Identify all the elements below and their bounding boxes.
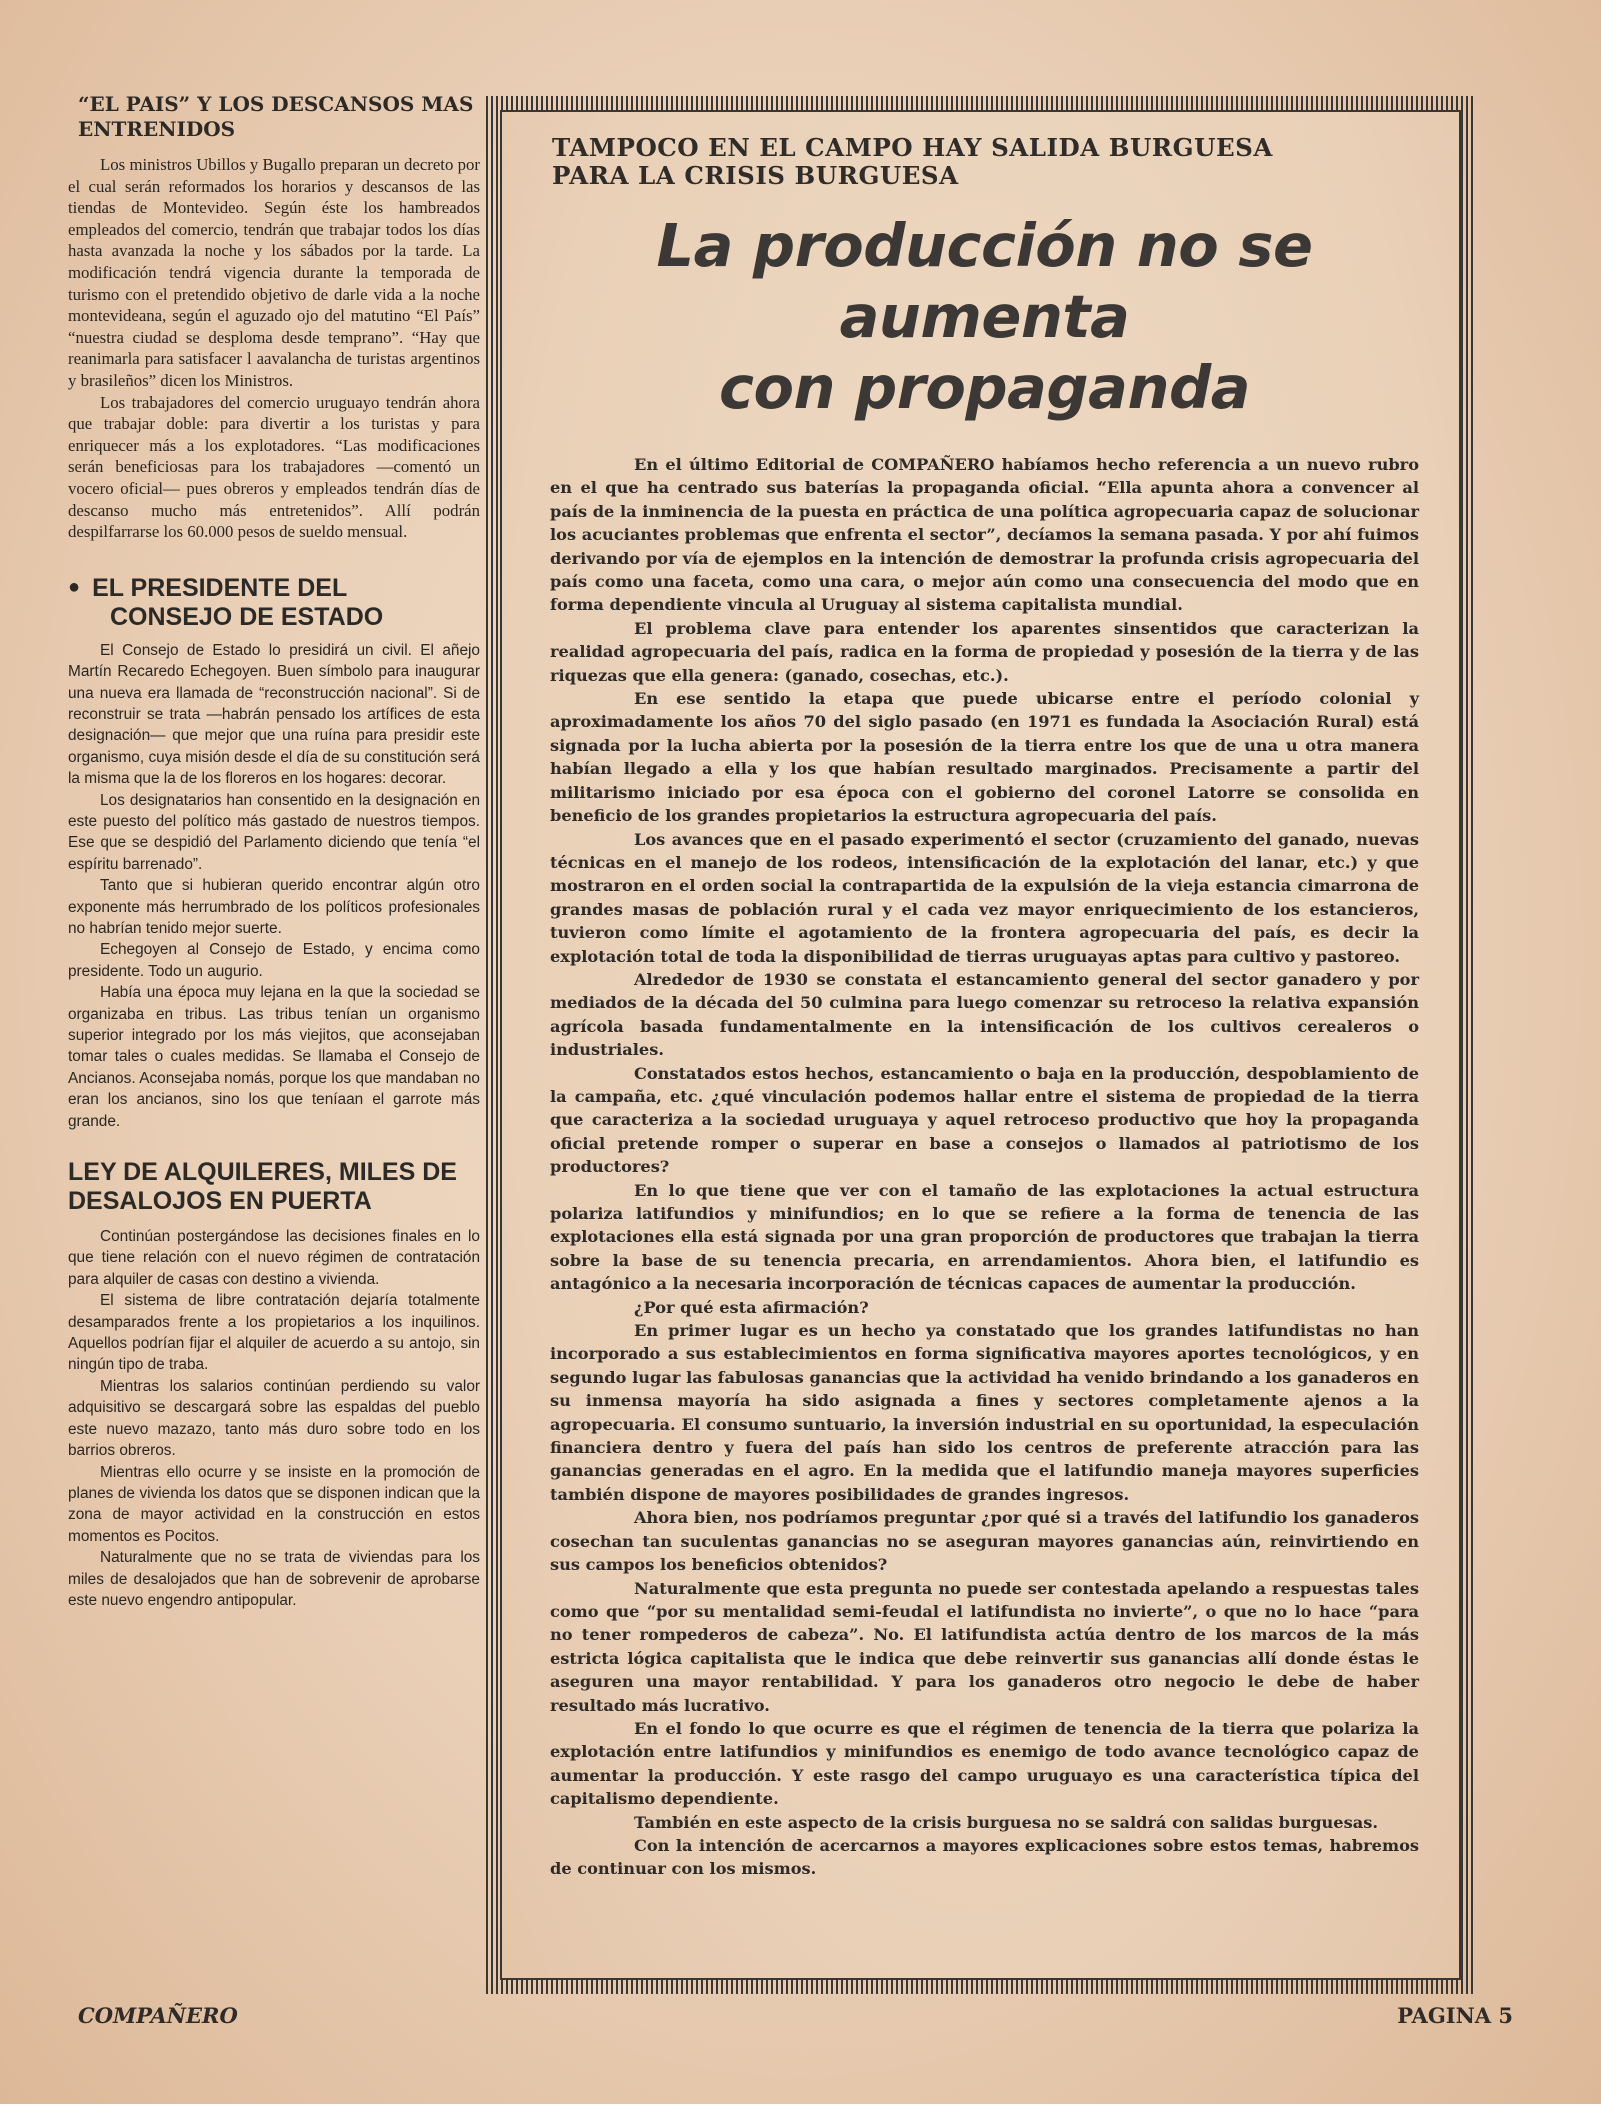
article-paragraph: Con la intención de acercarnos a mayores explicaciones sobre estos temas, habremos de continuar con los mismos. [550, 1835, 1419, 1879]
section3-paragraph: Mientras ello ocurre y se insiste en la promoción de planes de vivienda los datos que se disponen indican que la zona de mayor actividad en la construcción en estos momentos es Pocitos. [68, 1463, 480, 1545]
article-paragraph: El problema clave para entender los aparentes sinsentidos que caracterizan la realidad agropecuaria del país, radica en la forma de propiedad y posesión de la tierra y de las riquezas que ella genera: (ganado, cosechas, etc.). [550, 618, 1419, 685]
publication-name: COMPAÑERO [78, 2003, 238, 2028]
section3-body [68, 1226, 480, 1611]
article-paragraph: En el último Editorial de COMPAÑERO habíamos hecho referencia a un nuevo rubro en el que ha centrado sus baterías la propaganda oficial. “Ella apunta ahora a convencer al país de la inminencia de la puesta en práctica de una política agropecuaria capaz de solucionar los acuciantes problemas que enfrenta el sector”, decíamos la semana pasada. Y por ahí fuimos derivando por vía de ejemplos en la intención de demostrar la profunda crisis agropecuaria del país como una faceta, como una cara, o mejor aún como una consecuencia del modo que en forma dependiente vincula al Uruguay al sistema capitalista mundial. [550, 455, 1419, 615]
section3-paragraph: Mientras los salarios continúan perdiendo su valor adquisitivo se descargará sobre las espaldas del pueblo este nuevo mazazo, tanto más duro sobre todo en los barrios obreros. [68, 1377, 480, 1460]
article-paragraph: En el fondo lo que ocurre es que el régimen de tenencia de la tierra que polariza la explotación entre latifundios y minifundios es enemigo de todo avance tecnológico capaz de aumentar la producción. Y este rasgo del campo uruguayo es una característica típica del capitalismo dependiente. [550, 1718, 1419, 1809]
headline-line1: La producción no se aumenta [656, 211, 1313, 351]
left-column [68, 92, 480, 1611]
section1-headline: “EL PAIS” Y LOS DESCANSOS MAS ENTRENIDOS [78, 92, 474, 141]
article-paragraph: En primer lugar es un hecho ya constatado que los grandes latifundistas no han incorporado a sus establecimientos en forma significativa mayores aportes tecnológicos, y en segundo lugar las fabulosas ganancias que la actividad ha venido brindando a los ganaderos en su inmensa mayoría ha sido asignada a fines y sectores completamente ajenos a la agropecuaria. El consumo suntuario, la inversión industrial en su oportunidad, la especulación financiera dentro y fuera del país han sido los centros de preferente atracción para las ganancias generadas en el agro. En la medida que el latifundio maneja mayores superficies también dispone de mayores posibilidades de grandes ingresos. [550, 1321, 1419, 1504]
section2-paragraph: Los designatarios han consentido en la designación en este puesto del político más gastado de nuestros tiempos. Ese que se despidió del Parlamento diciendo que tenía “el espíritu barrenado”. [68, 791, 480, 873]
kicker-line2: PARA LA CRISIS BURGUESA [552, 161, 959, 190]
section2-paragraph: Tanto que si hubieran querido encontrar algún otro exponente más herrumbrado de los políticos profesionales no habrían tenido mejor suerte. [68, 877, 480, 937]
section2-paragraph: Había una época muy lejana en la que la sociedad se organizaba en tribus. Las tribus tenían un organismo superior integrado por los más viejitos, que aconsejaban tomar tales o cuales medidas. Se llamaba el Consejo de Ancianos. Aconsejaba nomás, porque los que mandaban no eran los ancianos, sino los que teníaan el garrote más grande. [68, 984, 480, 1130]
article-paragraph: Alrededor de 1930 se constata el estancamiento general del sector ganadero y por mediados de la década del 50 culmina para luego comenzar su retroceso la relativa expansión agrícola basada fundamentalmente en la intensificación de los cultivos cerealeros o industriales. [550, 969, 1419, 1060]
article-paragraph: En ese sentido la etapa que puede ubicarse entre el período colonial y aproximadamente los años 70 del siglo pasado (en 1971 es fundada la Asociación Rural) está signada por la lucha abierta por la posesión de la tierra entre los que de una u otra manera habían llegado a ella y los que habían resultado marginados. Precisamente a partir del militarismo iniciado por esa época con el gobierno del coronel Latorre se consolida en beneficio de los grandes propietarios la estructura agropecuaria del país. [550, 689, 1419, 826]
article-paragraph: Constatados estos hechos, estancamiento o baja en la producción, despoblamiento de la campaña, etc. ¿qué vinculación podemos hallar entre el sistema de propiedad de la tierra que caracteriza a la sociedad uruguaya y aquel retroceso productivo que hoy la propaganda oficial pretende romper o superar en base a consejos o llamados al patriotismo de los productores? [550, 1063, 1419, 1177]
section1-paragraph: Los ministros Ubillos y Bugallo preparan un decreto por el cual serán reformados los horarios y descansos de las tiendas de Montevideo. Según éste los hambreados empleados del comercio, tendrán que trabajar todos los días hasta avanzada la noche y los sábados por la tarde. La modificación tendrá vigencia durante la temporada de turismo con el pretendido objetivo de darle vida a la noche montevideana, según el aguzado ojo del matutino “El País” “nuestra ciudad se desploma desde temprano”. “Hay que reanimarla para satisfacer l aavalancha de turistas argentinos y brasileños” dicen los Ministros. [68, 155, 480, 390]
section2-headline [68, 573, 480, 632]
page-number: PAGINA 5 [1397, 2003, 1513, 2028]
section1-body [68, 154, 480, 543]
section3-paragraph: El sistema de libre contratación dejaría totalmente desamparados frente a los propietarios a los inquilinos. Aquellos podrían fijar el alquiler de acuerdo a su antojo, sin ningún tipo de traba. [68, 1292, 480, 1374]
section2-paragraph: Echegoyen al Consejo de Estado, y encima como presidente. Todo un augurio. [68, 941, 480, 980]
kicker-line1: TAMPOCO EN EL CAMPO HAY SALIDA BURGUESA [552, 133, 1273, 162]
article-frame [486, 96, 1475, 1994]
article-box [500, 110, 1461, 1980]
bullet-icon: ● [68, 575, 81, 598]
section2-body [68, 640, 480, 1132]
section2-headline-line1: EL PRESIDENTE DEL [92, 573, 348, 602]
section3-paragraph: Naturalmente que no se trata de viviendas para los miles de desalojados que han de sobrevenir de aprobarse este nuevo engendro antipopular. [68, 1549, 480, 1609]
section3-paragraph: Continúan postergándose las decisiones finales en lo que tiene relación con el nuevo régimen de contratación para alquiler de casas con destino a vivienda. [68, 1228, 480, 1288]
article-body [550, 453, 1419, 1881]
headline-line2: con propaganda [718, 353, 1251, 422]
section2-paragraph: El Consejo de Estado lo presidirá un civil. El añejo Martín Recaredo Echegoyen. Buen símbolo para inaugurar una nueva era llamada de “reconstrucción nacional”. Si de reconstruir se trata —habrán pensado los artífices de esta designación— que mejor que una ruína para presidir este organismo, cuya misión desde el día de su constitución será la misma que la de los floreros en los hogares: decorar. [68, 641, 480, 788]
article-headline [550, 210, 1419, 423]
article-paragraph: En lo que tiene que ver con el tamaño de las explotaciones la actual estructura polariza latifundios y minifundios; en lo que se refiere a la forma de tenencia de las explotaciones ella está signada por una gran proporción de productores que trabajan la tierra sobre la base de su tenencia precaria, en arrendamientos. Ahora bien, el latifundio es antagónico a la necesaria incorporación de técnicas capaces de aumentar la producción. [550, 1180, 1419, 1294]
section3-headline: LEY DE ALQUILERES, MILES DE DESALOJOS EN PUERTA [68, 1158, 457, 1216]
section2-headline-line2: CONSEJO DE ESTADO [110, 602, 384, 631]
section1-paragraph: Los trabajadores del comercio uruguayo tendrán ahora que trabajar doble: para divertir a los turistas y para enriquecer más a los explotadores. “Las modificaciones serán beneficiosas para los trabajadores —comentó un vocero oficial— pues obreros y empleados tendrán días de descanso mucho más entretenidos”. Allí podrán despilfarrarse los 60.000 pesos de sueldo mensual. [68, 392, 480, 542]
article-kicker [552, 134, 1419, 190]
article-paragraph: Los avances que en el pasado experimentó el sector (cruzamiento del ganado, nuevas técnicas en el manejo de los rodeos, intensificación de la explotación del lanar, etc.) y que mostraron en el orden social la contrapartida de la expulsión de la vieja estancia cimarrona de grandes masas de población rural y el cada vez mayor enriquecimiento de los estancieros, tuvieron como límite el agotamiento de la frontera agropecuaria del país, es decir la explotación total de toda la disponibilidad de tierras uruguayas aptas para cultivo y pastoreo. [550, 829, 1419, 966]
article-paragraph: Naturalmente que esta pregunta no puede ser contestada apelando a respuestas tales como que “por su mentalidad semi-feudal el latifundista no invierte”, o que no lo hace “para no tener rompederos de cabeza”. No. El latifundista actúa dentro de los marcos de la más estricta lógica capitalista que le indica que debe reinvertir sus ganancias allí donde éstas le aseguren una mayor rentabilidad. Y para los ganaderos otro negocio le debe de haber resultado más lucrativo. [550, 1578, 1419, 1715]
article-paragraph: Ahora bien, nos podríamos preguntar ¿por qué si a través del latifundio los ganaderos cosechan tan suculentas ganancias no se aseguran mayores ganancias aún, reinvirtiendo en sus campos los beneficios obtenidos? [550, 1508, 1419, 1575]
article-paragraph: También en este aspecto de la crisis burguesa no se saldrá con salidas burguesas. [634, 1812, 1378, 1832]
article-paragraph: ¿Por qué esta afirmación? [634, 1297, 869, 1317]
